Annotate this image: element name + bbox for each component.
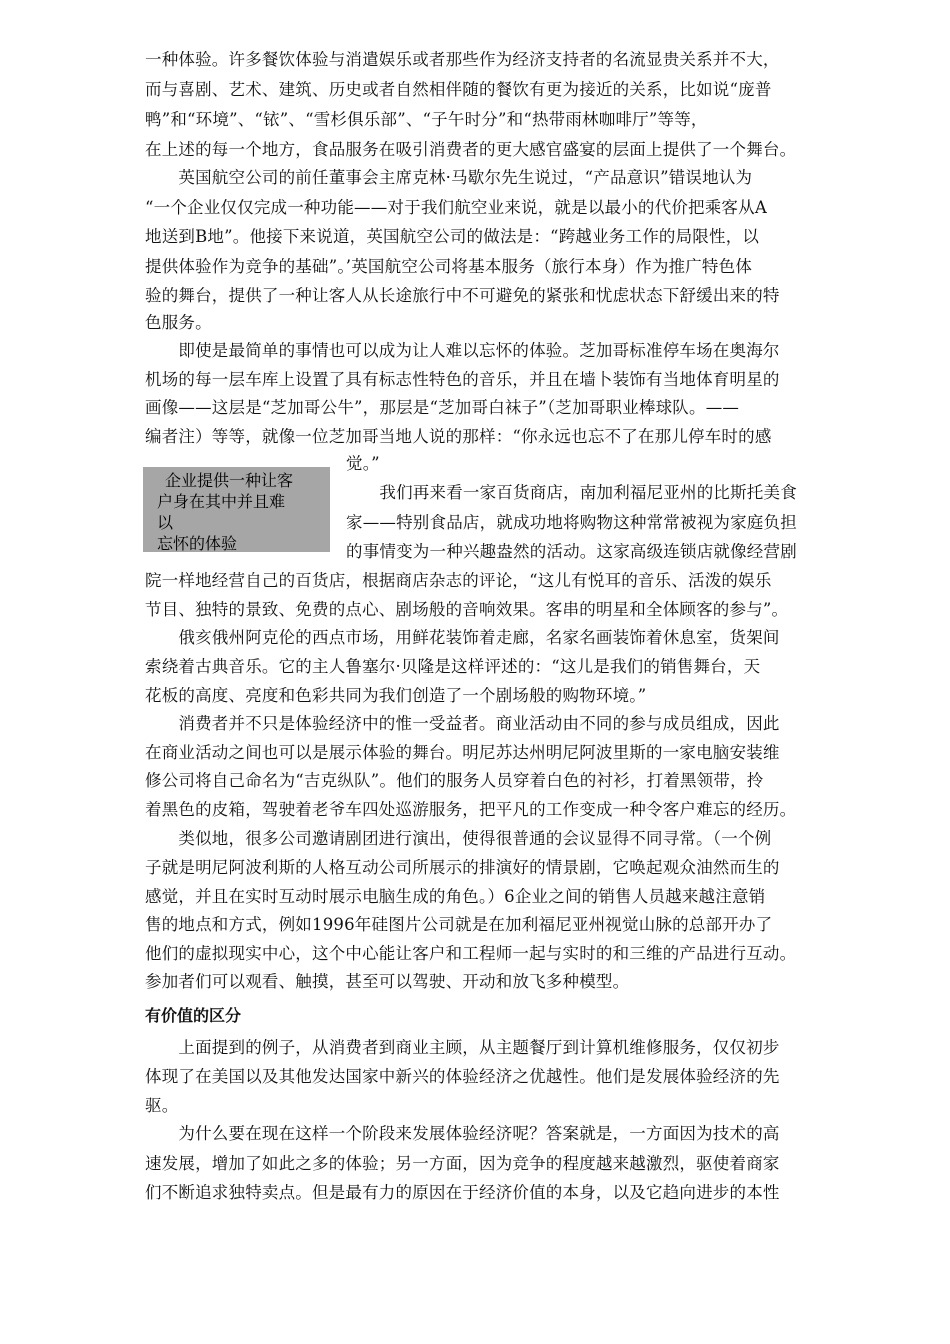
text-line: 消费者并不只是体验经济中的惟一受益者。商业活动由不同的参与成员组成，因此 <box>145 714 780 733</box>
text-line: 即使是最简单的事情也可以成为让人难以忘怀的体验。芝加哥标准停车场在奥海尔 <box>145 341 780 360</box>
text-line: 花板的高度、亮度和色彩共同为我们创造了一个剧场般的购物环境。” <box>145 686 647 705</box>
text-line: 速发展，增加了如此之多的体验；另一方面，因为竞争的程度越来越激烈，驱使着商家 <box>145 1154 780 1173</box>
text-line: 售的地点和方式，例如1996年硅图片公司就是在加利福尼亚州视觉山脉的总部开办了 <box>145 915 773 934</box>
pull-quote-box <box>143 467 330 552</box>
text-line: 他们的虚拟现实中心，这个中心能让客户和工程师一起与实时的和三维的产品进行互动。 <box>145 944 797 963</box>
text-line: 感觉，并且在实时互动时展示电脑生成的角色。）6企业之间的销售人员越来越注意销 <box>145 887 766 906</box>
text-line: 体现了在美国以及其他发达国家中新兴的体验经济之优越性。他们是发展体验经济的先 <box>145 1067 780 1086</box>
text-line: 机场的每一层车库上设置了具有标志性特色的音乐，并且在墙卜装饰有当地体育明星的 <box>145 370 780 389</box>
text-line: 编者注）等等，就像一位芝加哥当地人说的那样：“你永远也忘不了在那儿停车时的感 <box>145 427 772 446</box>
text-line: 节目、独特的景致、免费的点心、剧场般的音响效果。客串的明星和全体顾客的参与”。 <box>145 600 789 619</box>
text-line: 修公司将自己命名为“吉克纵队”。他们的服务人员穿着白色的衬衫，打着黑领带，拎 <box>145 771 764 790</box>
text-line: 院一样地经营自己的百货店，根据商店杂志的评论，“这儿有悦耳的音乐、活泼的娱乐 <box>145 571 772 590</box>
text-line: 上面提到的例子，从消费者到商业主顾，从主题餐厅到计算机维修服务，仅仅初步 <box>145 1038 780 1057</box>
text-line: 色服务。 <box>145 313 212 332</box>
pull-quote-line: 户身在其中并且难 <box>157 492 286 511</box>
pull-quote-line: 以 <box>157 513 174 532</box>
text-line: 在商业活动之间也可以是展示体验的舞台。明尼苏达州明尼阿波里斯的一家电脑安装维 <box>145 743 780 762</box>
text-line: 在上述的每一个地方，食品服务在吸引消费者的更大感官盛宴的层面上提供了一个舞台。 <box>145 140 797 159</box>
text-line: 家——特别食品店，就成功地将购物这种常常被视为家庭负担 <box>346 513 797 532</box>
text-line: 觉。” <box>346 454 380 473</box>
text-line: 地送到B地”。他接下来说道，英国航空公司的做法是：“跨越业务工作的局限性，以 <box>145 227 760 246</box>
text-line: 的事情变为一种兴趣盎然的活动。这家高级连锁店就像经营剧 <box>346 542 797 561</box>
text-line: “一个企业仅仅完成一种功能——对于我们航空业来说，就是以最小的代价把乘客从A <box>145 198 767 217</box>
text-line: 们不断追求独特卖点。但是最有力的原因在于经济价值的本身，以及它趋向进步的本性 <box>145 1183 780 1202</box>
text-line: 而与喜剧、艺术、建筑、历史或者自然相伴随的餐饮有更为接近的关系，比如说“庞普 <box>145 80 772 99</box>
pull-quote-line: 忘怀的体验 <box>157 534 238 552</box>
text-line: 索绕着古典音乐。它的主人鲁塞尔·贝隆是这样评述的：“这儿是我们的销售舞台，天 <box>145 657 761 676</box>
text-line: 提供体验作为竞争的基础”。’英国航空公司将基本服务（旅行本身）作为推广特色体 <box>145 257 753 276</box>
text-line: 画像——这层是“芝加哥公牛”，那层是“芝加哥白袜子”（芝加哥职业棒球队。—— <box>145 398 740 417</box>
text-line: 英国航空公司的前任董事会主席克林·马歇尔先生说过，“产品意识”错误地认为 <box>145 168 753 187</box>
text-line: 鸭”和“环境”、“铱”、“雪杉俱乐部”、“子午时分”和“热带雨林咖啡厅”等等， <box>145 110 708 129</box>
text-line: 参加者们可以观看、触摸，甚至可以驾驶、开动和放飞多种模型。 <box>145 972 630 991</box>
text-line: 验的舞台，提供了一种让客人从长途旅行中不可避免的紧张和忧虑状态下舒缓出来的特 <box>145 286 780 305</box>
text-line: 俄亥俄州阿克伦的西点市场，用鲜花装饰着走廊，名家名画装饰着休息室，货架间 <box>145 628 780 647</box>
text-line: 为什么要在现在这样一个阶段来发展体验经济呢？答案就是，一方面因为技术的高 <box>145 1124 780 1143</box>
section-heading: 有价值的区分 <box>145 1006 242 1025</box>
text-line: 我们再来看一家百货商店，南加利福尼亚州的比斯托美食 <box>346 483 797 502</box>
text-line: 一种体验。许多餐饮体验与消遣娱乐或者那些作为经济支持者的名流显贵关系并不大， <box>145 50 780 69</box>
text-line: 类似地，很多公司邀请剧团进行演出，使得很普通的会议显得不同寻常。（一个例 <box>145 829 772 848</box>
text-line: 着黑色的皮箱，驾驶着老爷车四处巡游服务，把平凡的工作变成一种令客户难忘的经历。 <box>145 800 797 819</box>
pull-quote-line: 企业提供一种让客 <box>165 471 294 490</box>
text-line: 子就是明尼阿波利斯的人格互动公司所展示的排演好的情景剧，它唤起观众油然而生的 <box>145 858 780 877</box>
text-line: 驱。 <box>145 1096 179 1115</box>
